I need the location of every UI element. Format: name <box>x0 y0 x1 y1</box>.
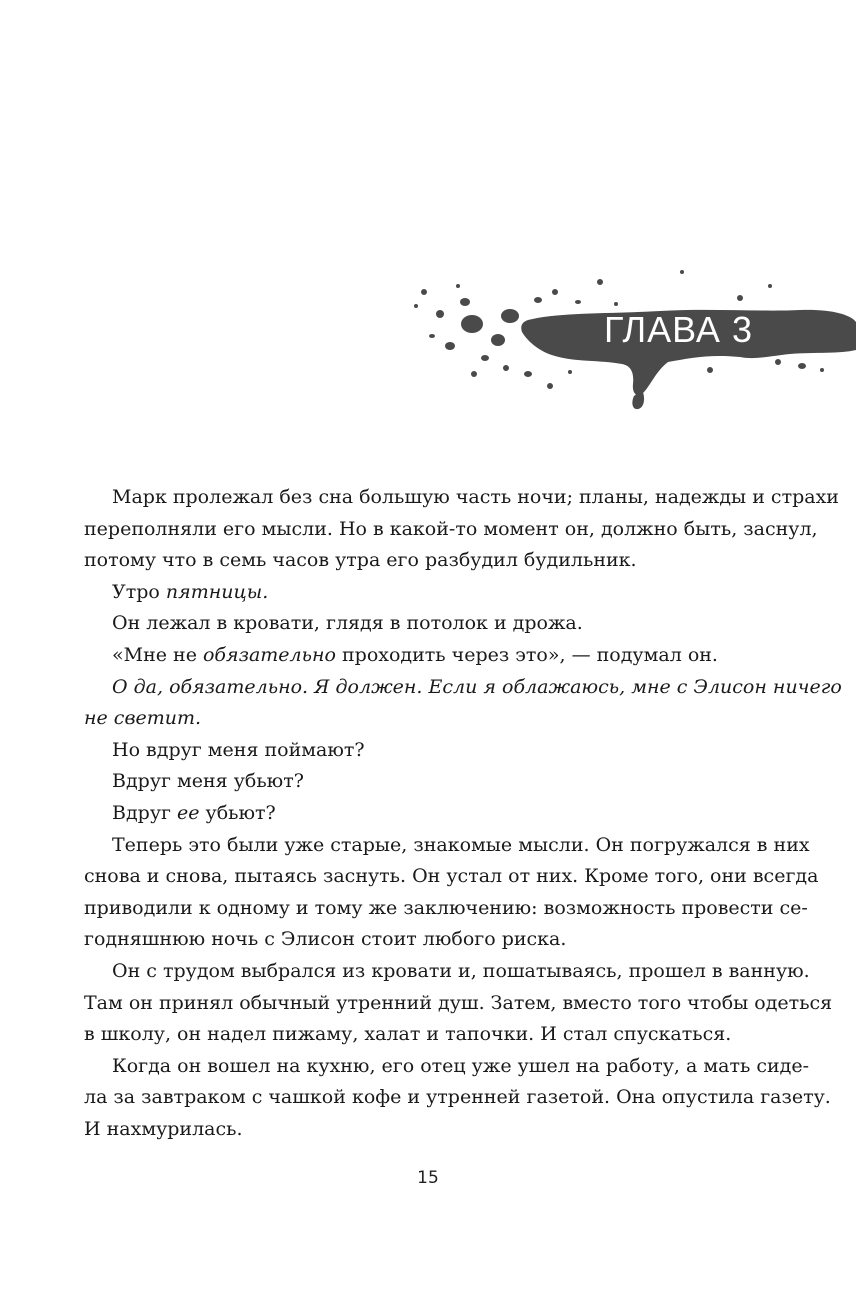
body-text <box>84 482 842 1145</box>
text-line: Теперь это были уже старые, знакомые мысли. Он погружался в них <box>112 833 810 856</box>
paragraph-italic <box>84 672 842 735</box>
paragraph: Вдруг меня убьют? <box>112 770 304 793</box>
text-run: «Мне не <box>112 643 203 666</box>
paragraph <box>84 956 833 1051</box>
text-run: убьют? <box>199 801 276 824</box>
paragraph: Он лежал в кровати, глядя в потолок и дрожа. <box>112 612 583 635</box>
text-line: годняшнюю ночь с Элисон стоит любого риска. <box>84 928 567 951</box>
text-line: в школу, он надел пижаму, халат и тапочки. И стал спускаться. <box>84 1023 732 1046</box>
text-line: О да, обязательно. Я должен. Если я облажаюсь, мне с Элисон ничего <box>112 675 842 698</box>
text-line: Когда он вошел на кухню, его отец уже ушел на работу, а мать сиде- <box>112 1054 810 1077</box>
text-line: И нахмурилась. <box>84 1117 243 1140</box>
paragraph <box>84 1051 831 1146</box>
paragraph <box>84 482 839 577</box>
paragraph <box>84 798 746 830</box>
text-run: проходить через это», — подумал он. <box>335 643 718 666</box>
text-run: Утро <box>112 580 166 603</box>
italic-text: пятницы. <box>165 580 269 603</box>
text-line: Там он принял обычный утренний душ. Затем, вместо того чтобы одеться <box>84 991 833 1014</box>
text-line: приводили к одному и тому же заключению: возможность провести се- <box>84 896 808 919</box>
text-line: Он с трудом выбрался из кровати и, пошатываясь, прошел в ванную. <box>112 959 810 982</box>
text-line: Марк пролежал без сна большую часть ночи; планы, надежды и страхи <box>112 486 839 508</box>
paragraph <box>84 830 819 956</box>
text-line: не светит. <box>84 707 202 730</box>
chapter-title: ГЛАВА 3 <box>604 309 753 350</box>
text-line: переполняли его мысли. Но в какой-то момент он, должно быть, заснул, <box>84 517 818 540</box>
italic-text: обязательно <box>202 643 336 666</box>
text-line: ла за завтраком с чашкой кофе и утренней газетой. Она опустила газету. <box>84 1086 831 1109</box>
italic-text: ее <box>177 801 200 824</box>
paragraph <box>84 577 746 609</box>
text-line: снова и снова, пытаясь заснуть. Он устал от них. Кроме того, они всегда <box>84 865 819 888</box>
page-number: 15 <box>417 1168 439 1188</box>
text-line: потому что в семь часов утра его разбудил будильник. <box>84 549 637 572</box>
paragraph <box>84 640 746 672</box>
paragraph: Но вдруг меня поймают? <box>112 738 365 761</box>
text-run: Вдруг <box>112 801 177 824</box>
